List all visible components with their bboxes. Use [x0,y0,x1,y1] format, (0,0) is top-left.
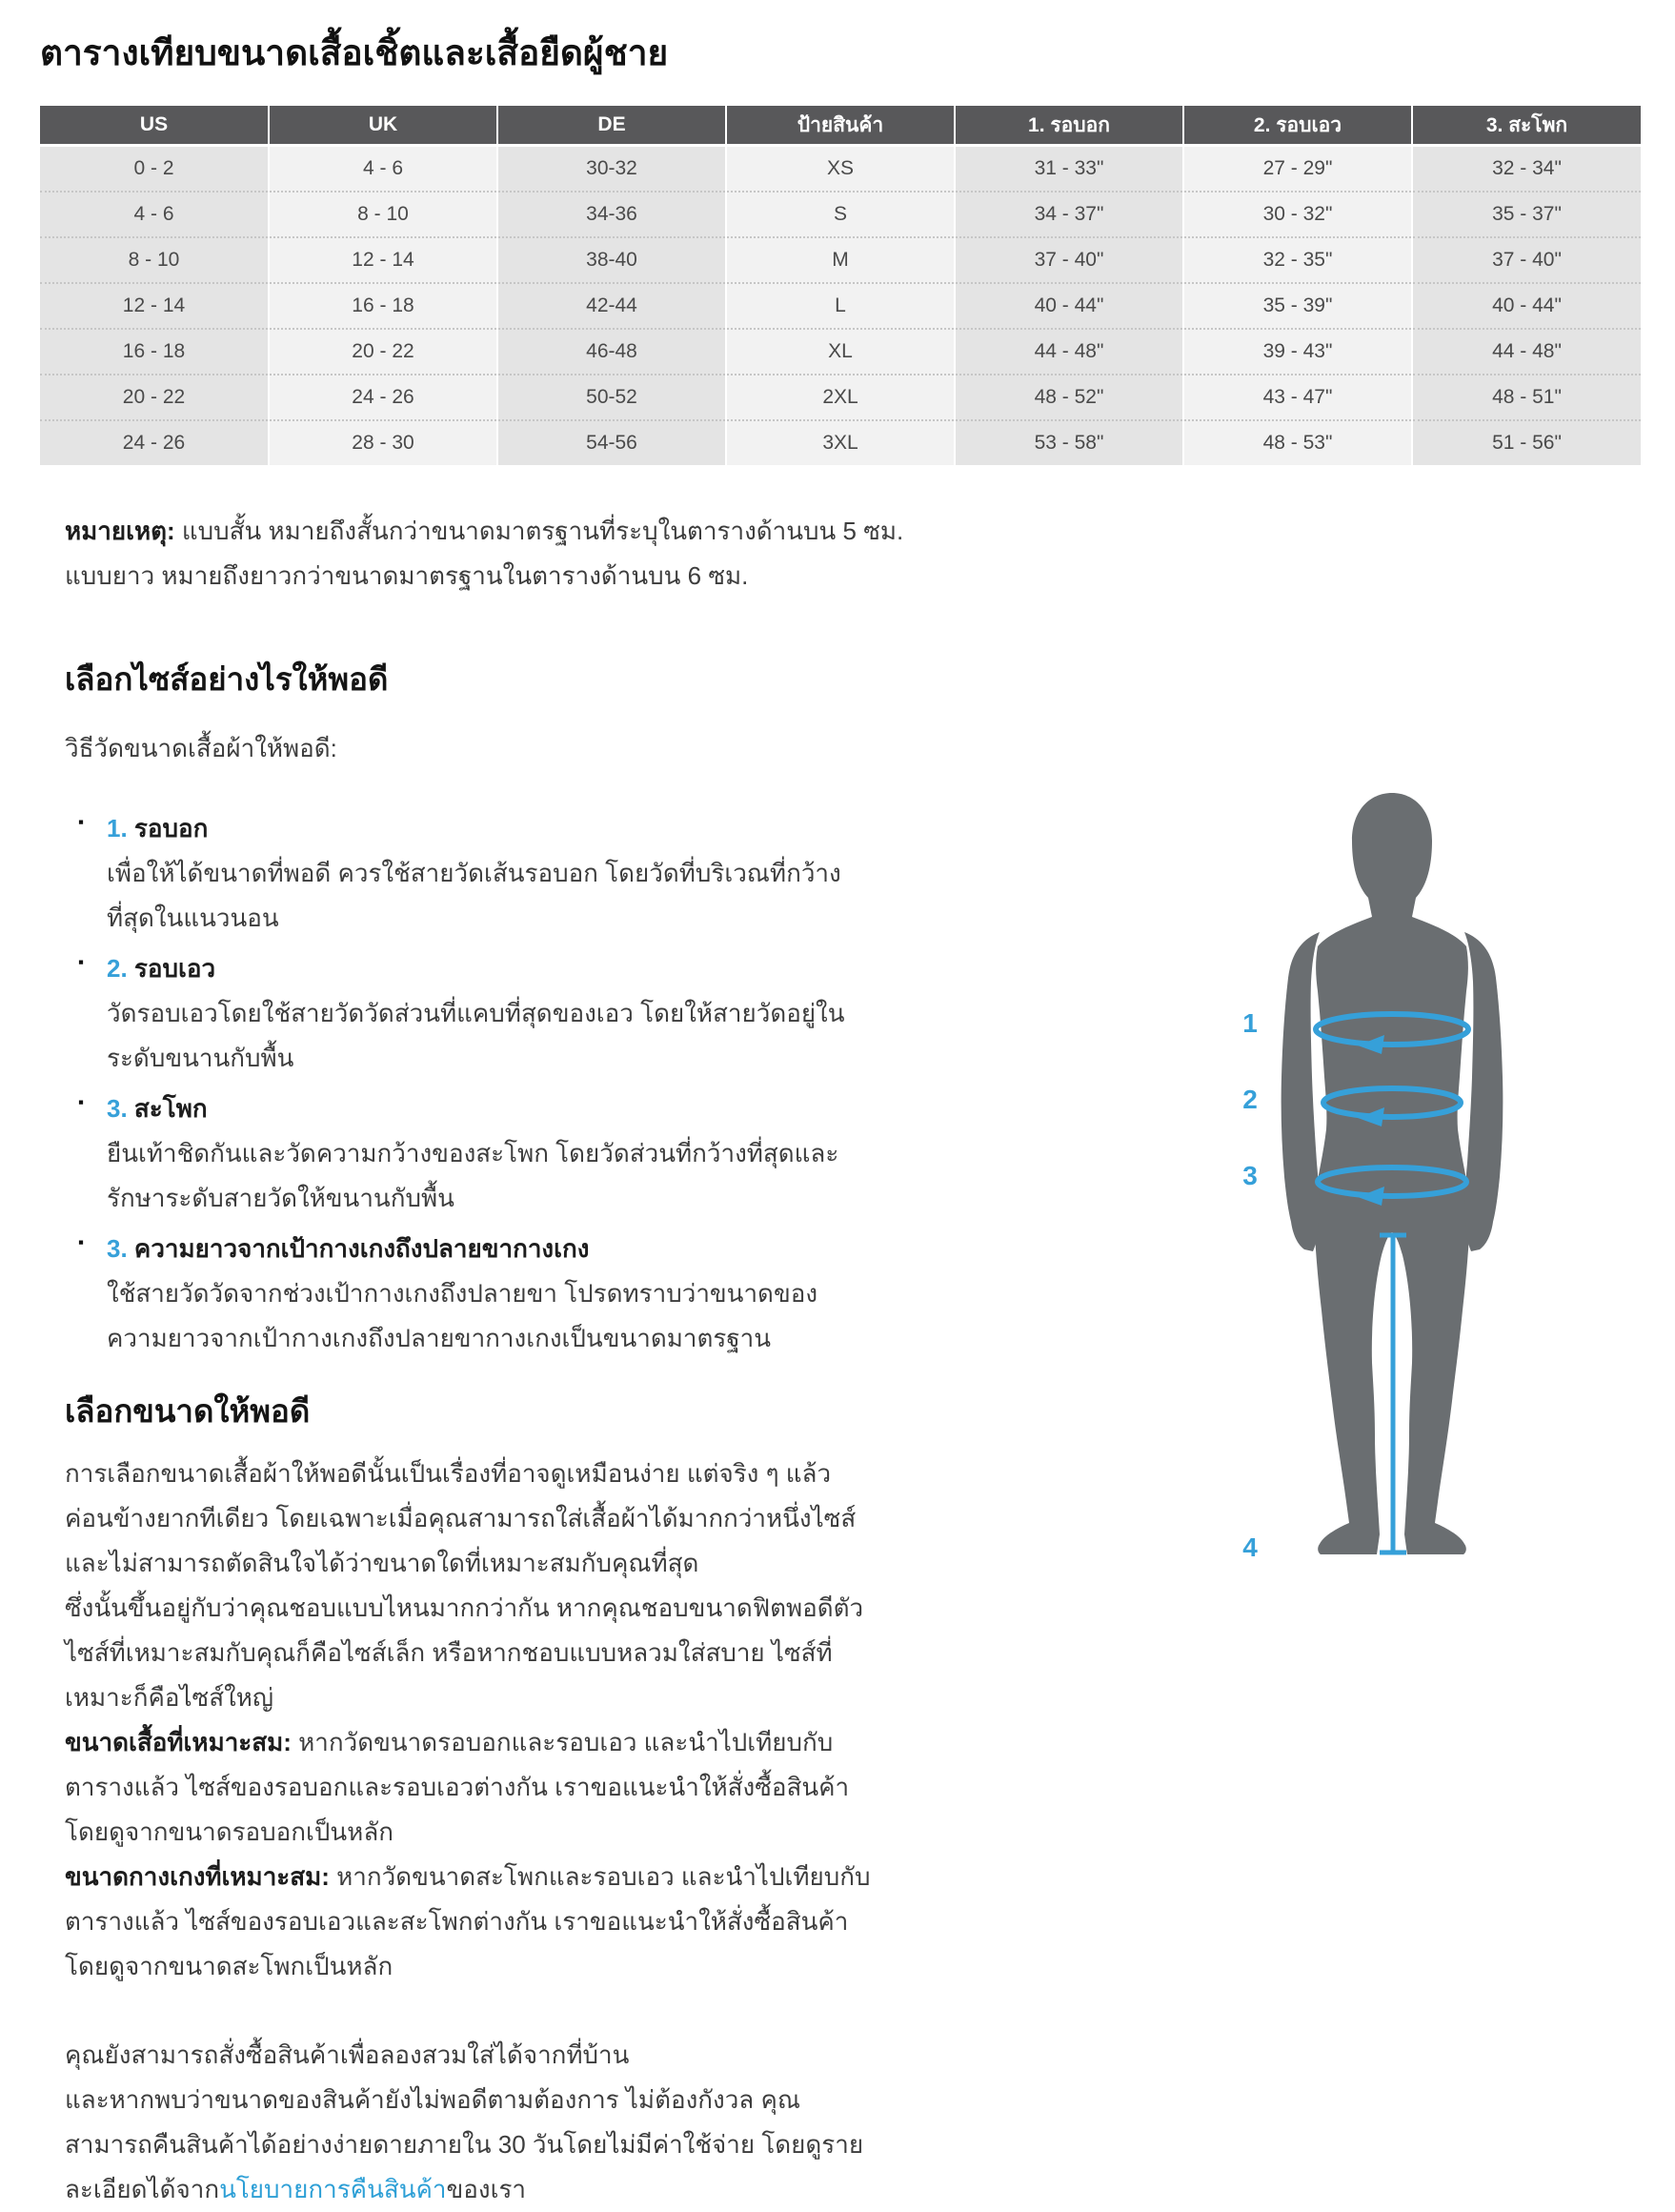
column-header: DE [497,106,726,146]
table-cell: 32 - 34" [1412,146,1641,193]
table-cell: 40 - 44" [955,283,1183,329]
table-cell: 38-40 [497,237,726,283]
table-cell: 24 - 26 [269,375,497,420]
fit-paragraph-2: ซึ่งนั้นขึ้นอยู่กับว่าคุณชอบแบบไหนมากกว่ากัน หากคุณชอบขนาดฟิตพอดีตัว ไซส์ที่เหมาะสมกับคุณก็คือไซส์เล็ก หรือหากชอบแบบหลวมใส่สบาย ไซส์ที่เหมาะก็คือไซส์ใหญ่ [65,1593,864,1712]
table-row [40,375,1641,420]
measure-list-item [78,806,875,941]
chest-measure-label: 1 [1242,1008,1258,1038]
table-cell: 3XL [726,420,955,465]
bullet-title-text: สะโพก [133,1094,208,1123]
column-header: 3. สะโพก [1412,106,1641,146]
table-cell: XL [726,329,955,375]
measurement-figure [1224,787,1628,1580]
note-line2: แบบยาว หมายถึงยาวกว่าขนาดมาตรฐานในตารางด้านบน 6 ซม. [65,561,749,590]
bullet-square-icon: ▪ [78,1233,85,1251]
table-cell: 39 - 43" [1183,329,1412,375]
bullet-title [107,1227,875,1271]
table-cell: 28 - 30 [269,420,497,465]
table-cell: 32 - 35" [1183,237,1412,283]
table-cell: 34 - 37" [955,192,1183,237]
right-arm-silhouette [1464,932,1503,1251]
table-cell: 53 - 58" [955,420,1183,465]
bullet-square-icon: ▪ [78,1093,85,1111]
body-silhouette-figure [1224,787,1628,1580]
column-header: ป้ายสินค้า [726,106,955,146]
header-row [40,106,1641,146]
pants-fit-label: ขนาดกางเกงที่เหมาะสม: [65,1862,330,1891]
table-cell: 31 - 33" [955,146,1183,193]
size-table-body [40,146,1641,466]
size-table-header [40,106,1641,146]
table-cell: 43 - 47" [1183,375,1412,420]
table-cell: 30 - 32" [1183,192,1412,237]
shirt-fit-paragraph [65,1720,875,1855]
table-row [40,192,1641,237]
table-cell: 4 - 6 [40,192,269,237]
table-cell: 8 - 10 [269,192,497,237]
table-cell: 12 - 14 [269,237,497,283]
measure-list-item [78,1227,875,1361]
bullet-title [107,806,875,851]
waist-measure-label: 2 [1242,1085,1258,1114]
bullet-description: ใช้สายวัดวัดจากช่วงเป้ากางเกงถึงปลายขา โปรดทราบว่าขนาดของความยาวจากเป้ากางเกงถึงปลายขากางเกงเป็นขนาดมาตรฐาน [107,1279,818,1352]
left-arm-silhouette [1281,932,1320,1251]
note-label: หมายเหตุ: [65,517,175,545]
bullet-content [107,946,875,1081]
table-cell: M [726,237,955,283]
table-cell: XS [726,146,955,193]
bullet-number: 3. [107,1234,134,1263]
measure-list-item [78,946,875,1081]
shirt-fit-text: หากวัดขนาดรอบอกและรอบเอว และนำไปเทียบกับตารางแล้ว ไซส์ของรอบอกและรอบเอวต่างกัน เราขอแนะนำให้สั่งซื้อสินค้าโดยดูจากขนาดรอบอกเป็นหลัก [65,1728,850,1846]
column-header: 2. รอบเอว [1183,106,1412,146]
measure-intro: วิธีวัดขนาดเสื้อผ้าให้พอดี: [65,734,337,762]
table-row [40,146,1641,193]
table-cell: 16 - 18 [40,329,269,375]
table-cell: 35 - 37" [1412,192,1641,237]
return-policy-link[interactable]: นโยบายการคืนสินค้า [219,2175,447,2203]
bullet-number: 1. [107,814,134,842]
inseam-measure-label: 4 [1242,1532,1258,1562]
size-table [40,106,1641,465]
bullet-description: เพื่อให้ได้ขนาดที่พอดี ควรใช้สายวัดเส้นรอบอก โดยวัดที่บริเวณที่กว้างที่สุดในแนวนอน [107,859,841,932]
fit-paragraph-1: การเลือกขนาดเสื้อผ้าให้พอดีนั้นเป็นเรื่องที่อาจดูเหมือนง่าย แต่จริง ๆ แล้วค่อนข้างยากทีเดียว โดยเฉพาะเมื่อคุณสามารถใส่เสื้อผ้าได้มากกว่าหนึ่งไซส์ และไม่สามารถตัดสินใจได้ว่าขนาดใดที่เหมาะสมกับคุณที่สุด [65,1459,857,1577]
table-cell: 24 - 26 [40,420,269,465]
note-text [65,509,1641,599]
table-cell: 27 - 29" [1183,146,1412,193]
table-row [40,237,1641,283]
table-cell: 8 - 10 [40,237,269,283]
text-column [65,654,875,2212]
bullet-content [107,1227,875,1361]
bullet-title-text: ความยาวจากเป้ากางเกงถึงปลายขากางเกง [133,1234,590,1263]
bullet-square-icon: ▪ [78,953,85,971]
table-cell: 16 - 18 [269,283,497,329]
table-cell: 2XL [726,375,955,420]
table-cell: L [726,283,955,329]
home-try-after-link: ของเรา [446,2175,527,2203]
table-row [40,329,1641,375]
table-cell: 50-52 [497,375,726,420]
measure-list-item [78,1086,875,1221]
home-try-paragraph [65,2033,875,2212]
table-cell: 51 - 56" [1412,420,1641,465]
table-cell: 30-32 [497,146,726,193]
pants-fit-paragraph [65,1855,875,1989]
table-cell: 20 - 22 [269,329,497,375]
table-cell: 48 - 52" [955,375,1183,420]
table-cell: 48 - 51" [1412,375,1641,420]
bullet-number: 2. [107,954,134,983]
table-cell: 35 - 39" [1183,283,1412,329]
bullet-content [107,1086,875,1221]
table-cell: 44 - 48" [1412,329,1641,375]
table-cell: 37 - 40" [1412,237,1641,283]
pants-fit-text: หากวัดขนาดสะโพกและรอบเอว และนำไปเทียบกับตารางแล้ว ไซส์ของรอบเอวและสะโพกต่างกัน เราขอแนะนำให้สั่งซื้อสินค้าโดยดูจากขนาดสะโพกเป็นหลัก [65,1862,871,1980]
table-cell: 44 - 48" [955,329,1183,375]
table-cell: 20 - 22 [40,375,269,420]
table-cell: 4 - 6 [269,146,497,193]
table-cell: 42-44 [497,283,726,329]
bullet-description: ยืนเท้าชิดกันและวัดความกว้างของสะโพก โดยวัดส่วนที่กว้างที่สุดและรักษาระดับสายวัดให้ขนานกับพื้น [107,1139,839,1212]
table-cell: 40 - 44" [1412,283,1641,329]
column-header: UK [269,106,497,146]
note-line1: แบบสั้น หมายถึงสั้นกว่าขนาดมาตรฐานที่ระบุในตารางด้านบน 5 ซม. [174,517,904,545]
table-cell: S [726,192,955,237]
bullet-title [107,946,875,991]
table-cell: 34-36 [497,192,726,237]
measure-list [78,806,875,1361]
bullet-number: 3. [107,1094,134,1123]
bullet-square-icon: ▪ [78,813,85,831]
bullet-content [107,806,875,941]
table-cell: 0 - 2 [40,146,269,193]
column-header: US [40,106,269,146]
table-cell: 54-56 [497,420,726,465]
table-cell: 46-48 [497,329,726,375]
page-title: ตารางเทียบขนาดเสื้อเชิ้ตและเสื้อยืดผู้ชาย [40,33,669,72]
bullet-title [107,1086,875,1131]
table-cell: 48 - 53" [1183,420,1412,465]
bullet-title-text: รอบเอว [133,954,216,983]
bullet-description: วัดรอบเอวโดยใช้สายวัดวัดส่วนที่แคบที่สุดของเอว โดยให้สายวัดอยู่ในระดับขนานกับพื้น [107,999,845,1072]
shirt-fit-label: ขนาดเสื้อที่เหมาะสม: [65,1728,292,1756]
home-try-line2: และหากพบว่าขนาดของสินค้ายังไม่พอดีตามต้องการ ไม่ต้องกังวล คุณสามารถคืนสินค้าได้อย่างง่ายดายภายใน 30 วันโดยไม่มีค่าใช้จ่าย โดยดูรายละเอียดได้จาก [65,2085,864,2203]
bullet-title-text: รอบอก [133,814,209,842]
hip-measure-label: 3 [1242,1161,1258,1190]
table-cell: 12 - 14 [40,283,269,329]
table-row [40,283,1641,329]
home-try-line1: คุณยังสามารถสั่งซื้อสินค้าเพื่อลองสวมใส่ได้จากที่บ้าน [65,2040,630,2069]
table-row [40,420,1641,465]
fit-section-heading: เลือกขนาดให้พอดี [65,1393,311,1429]
table-cell: 37 - 40" [955,237,1183,283]
column-header: 1. รอบอก [955,106,1183,146]
how-to-choose-heading: เลือกไซส์อย่างไรให้พอดี [65,661,389,697]
